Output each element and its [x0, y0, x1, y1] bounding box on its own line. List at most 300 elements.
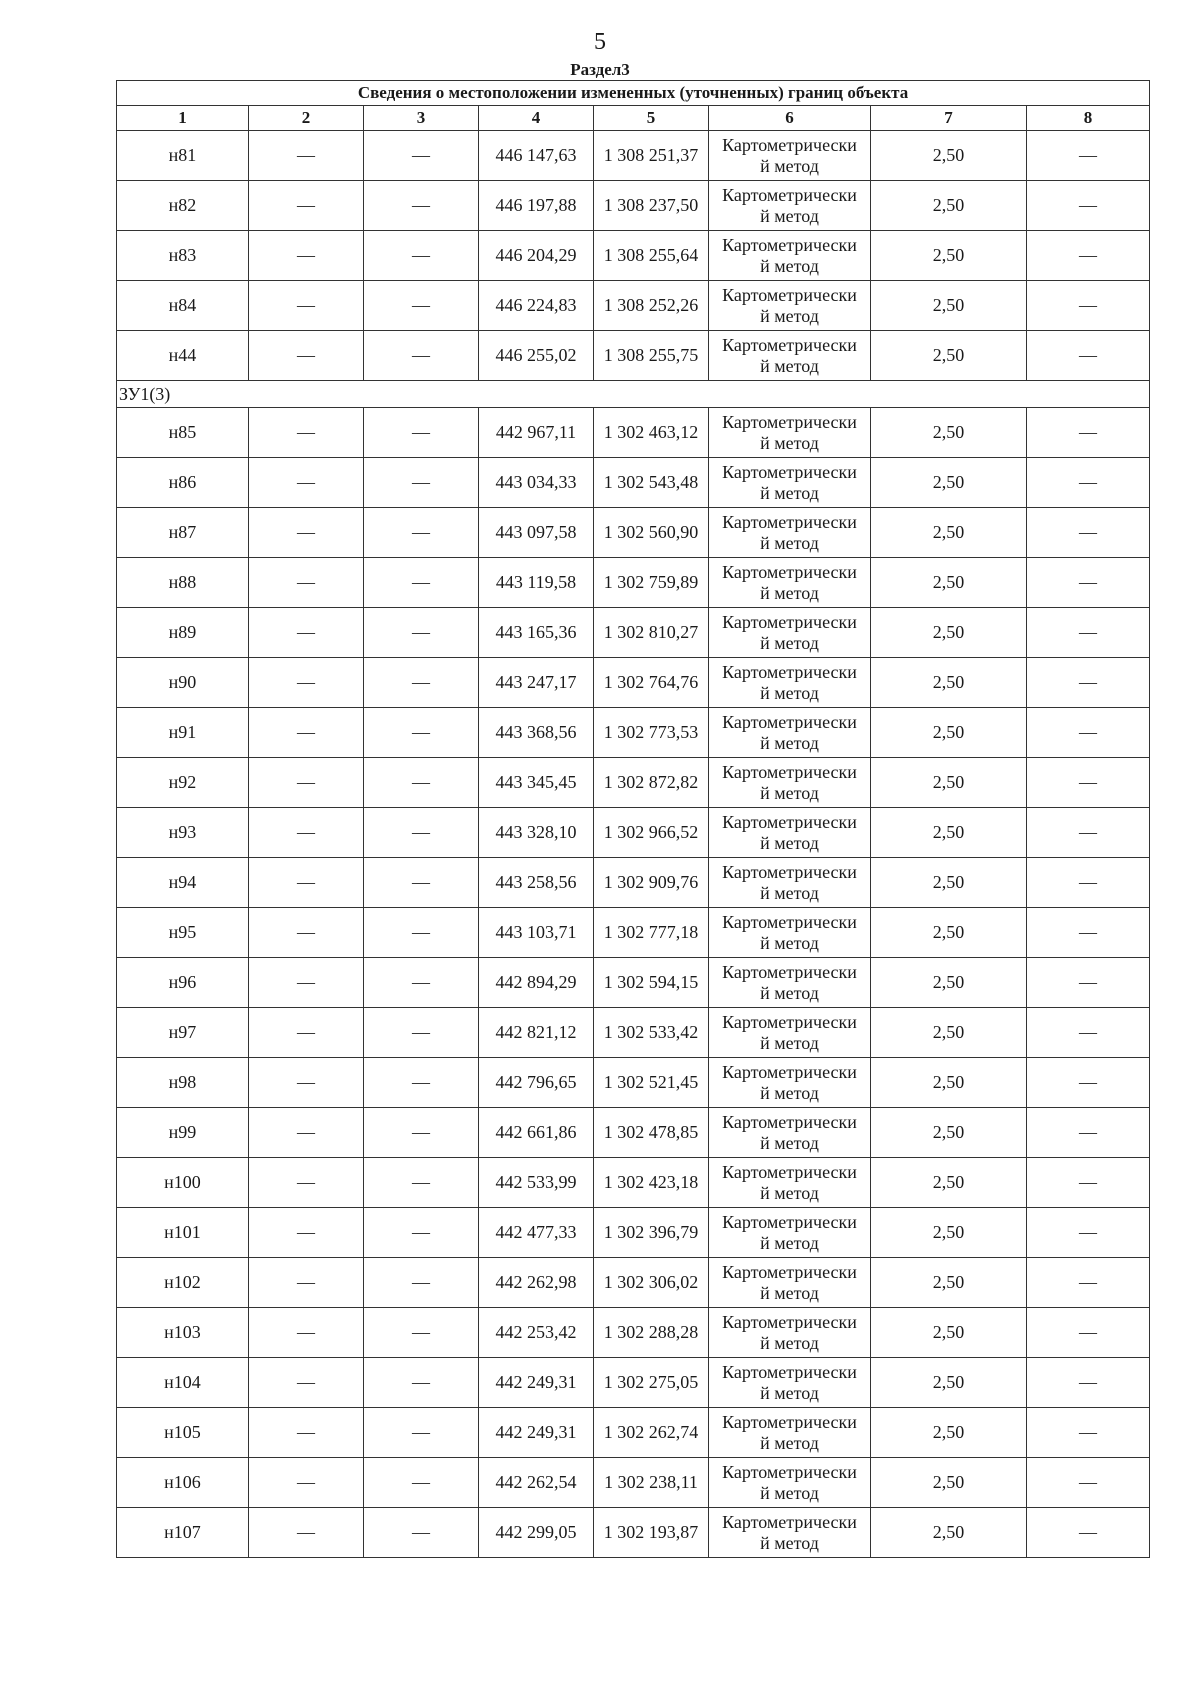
- method-cell: [709, 1508, 871, 1558]
- accuracy-cell: 2,50: [871, 1208, 1027, 1258]
- point-name-cell: н105: [117, 1408, 249, 1458]
- point-name-cell: н95: [117, 908, 249, 958]
- table-row: [117, 1108, 1150, 1158]
- method-cell: [709, 1308, 871, 1358]
- y-coordinate-cell: 1 302 396,79: [594, 1208, 709, 1258]
- empty-x-cell: —: [249, 558, 364, 608]
- table-row: [117, 1408, 1150, 1458]
- point-name-cell: н97: [117, 1008, 249, 1058]
- accuracy-cell: 2,50: [871, 808, 1027, 858]
- accuracy-cell: 2,50: [871, 408, 1027, 458]
- y-coordinate-cell: 1 302 275,05: [594, 1358, 709, 1408]
- x-coordinate-cell: 443 119,58: [479, 558, 594, 608]
- method-line-2: й метод: [760, 832, 819, 853]
- point-name-cell: н81: [117, 131, 249, 181]
- method-line-2: й метод: [760, 1032, 819, 1053]
- point-name-cell: н92: [117, 758, 249, 808]
- table-row: [117, 1308, 1150, 1358]
- table-caption-row: [117, 81, 1150, 106]
- point-name-cell: н91: [117, 708, 249, 758]
- empty-y-cell: —: [364, 608, 479, 658]
- y-coordinate-cell: 1 302 288,28: [594, 1308, 709, 1358]
- empty-x-cell: —: [249, 858, 364, 908]
- empty-y-cell: —: [364, 1358, 479, 1408]
- method-line-2: й метод: [760, 582, 819, 603]
- point-name-cell: н106: [117, 1458, 249, 1508]
- accuracy-cell: 2,50: [871, 558, 1027, 608]
- accuracy-cell: 2,50: [871, 758, 1027, 808]
- method-line-2: й метод: [760, 1132, 819, 1153]
- accuracy-cell: 2,50: [871, 858, 1027, 908]
- accuracy-cell: 2,50: [871, 1508, 1027, 1558]
- method-cell: [709, 508, 871, 558]
- method-cell: [709, 758, 871, 808]
- empty-description-cell: —: [1027, 1458, 1150, 1508]
- y-coordinate-cell: 1 302 777,18: [594, 908, 709, 958]
- x-coordinate-cell: 442 821,12: [479, 1008, 594, 1058]
- empty-y-cell: —: [364, 1458, 479, 1508]
- column-header: 6: [709, 106, 871, 131]
- x-coordinate-cell: 443 103,71: [479, 908, 594, 958]
- accuracy-cell: 2,50: [871, 1108, 1027, 1158]
- method-line-2: й метод: [760, 1182, 819, 1203]
- x-coordinate-cell: 442 262,98: [479, 1258, 594, 1308]
- method-cell: [709, 1108, 871, 1158]
- y-coordinate-cell: 1 302 521,45: [594, 1058, 709, 1108]
- method-line-2: й метод: [760, 155, 819, 176]
- column-header: 8: [1027, 106, 1150, 131]
- empty-x-cell: —: [249, 1008, 364, 1058]
- empty-description-cell: —: [1027, 1358, 1150, 1408]
- method-line-1: Картометрически: [722, 134, 857, 155]
- empty-y-cell: —: [364, 331, 479, 381]
- method-cell: [709, 1258, 871, 1308]
- point-name-cell: н83: [117, 231, 249, 281]
- empty-description-cell: —: [1027, 658, 1150, 708]
- empty-y-cell: —: [364, 131, 479, 181]
- method-line-2: й метод: [760, 1332, 819, 1353]
- empty-x-cell: —: [249, 181, 364, 231]
- table-row: [117, 958, 1150, 1008]
- method-line-1: Картометрически: [722, 1061, 857, 1082]
- table-row: [117, 1058, 1150, 1108]
- table-row: [117, 608, 1150, 658]
- method-line-2: й метод: [760, 732, 819, 753]
- point-name-cell: н90: [117, 658, 249, 708]
- method-line-1: Картометрически: [722, 1311, 857, 1332]
- y-coordinate-cell: 1 302 966,52: [594, 808, 709, 858]
- column-header: 7: [871, 106, 1027, 131]
- y-coordinate-cell: 1 302 543,48: [594, 458, 709, 508]
- x-coordinate-cell: 442 249,31: [479, 1408, 594, 1458]
- y-coordinate-cell: 1 302 463,12: [594, 408, 709, 458]
- table-row: [117, 1358, 1150, 1408]
- x-coordinate-cell: 442 262,54: [479, 1458, 594, 1508]
- empty-description-cell: —: [1027, 758, 1150, 808]
- method-line-1: Картометрически: [722, 234, 857, 255]
- x-coordinate-cell: 442 533,99: [479, 1158, 594, 1208]
- empty-x-cell: —: [249, 908, 364, 958]
- x-coordinate-cell: 442 249,31: [479, 1358, 594, 1408]
- table-row: [117, 331, 1150, 381]
- empty-x-cell: —: [249, 281, 364, 331]
- empty-description-cell: —: [1027, 1408, 1150, 1458]
- method-cell: [709, 608, 871, 658]
- method-cell: [709, 458, 871, 508]
- y-coordinate-cell: 1 302 810,27: [594, 608, 709, 658]
- column-header-row: [117, 106, 1150, 131]
- empty-description-cell: —: [1027, 458, 1150, 508]
- table-body: [117, 131, 1150, 1558]
- method-line-2: й метод: [760, 1232, 819, 1253]
- accuracy-cell: 2,50: [871, 1258, 1027, 1308]
- method-line-1: Картометрически: [722, 611, 857, 632]
- method-line-2: й метод: [760, 1382, 819, 1403]
- table-row: [117, 458, 1150, 508]
- x-coordinate-cell: 443 345,45: [479, 758, 594, 808]
- table-caption: Сведения о местоположении измененных (уточненных) границ объекта: [117, 81, 1150, 106]
- method-cell: [709, 1408, 871, 1458]
- accuracy-cell: 2,50: [871, 608, 1027, 658]
- empty-x-cell: —: [249, 508, 364, 558]
- empty-x-cell: —: [249, 408, 364, 458]
- method-line-2: й метод: [760, 432, 819, 453]
- empty-y-cell: —: [364, 458, 479, 508]
- method-line-1: Картометрически: [722, 1161, 857, 1182]
- empty-description-cell: —: [1027, 1108, 1150, 1158]
- x-coordinate-cell: 442 967,11: [479, 408, 594, 458]
- column-header: 1: [117, 106, 249, 131]
- method-line-2: й метод: [760, 1282, 819, 1303]
- x-coordinate-cell: 446 204,29: [479, 231, 594, 281]
- method-cell: [709, 181, 871, 231]
- method-line-1: Картометрически: [722, 1411, 857, 1432]
- empty-x-cell: —: [249, 958, 364, 1008]
- method-line-2: й метод: [760, 482, 819, 503]
- point-name-cell: н100: [117, 1158, 249, 1208]
- empty-y-cell: —: [364, 1308, 479, 1358]
- empty-y-cell: —: [364, 408, 479, 458]
- method-cell: [709, 808, 871, 858]
- x-coordinate-cell: 446 255,02: [479, 331, 594, 381]
- empty-description-cell: —: [1027, 708, 1150, 758]
- column-header: 5: [594, 106, 709, 131]
- x-coordinate-cell: 442 253,42: [479, 1308, 594, 1358]
- point-name-cell: н101: [117, 1208, 249, 1258]
- x-coordinate-cell: 442 299,05: [479, 1508, 594, 1558]
- table-row: [117, 1208, 1150, 1258]
- method-cell: [709, 708, 871, 758]
- method-line-2: й метод: [760, 355, 819, 376]
- y-coordinate-cell: 1 302 423,18: [594, 1158, 709, 1208]
- empty-y-cell: —: [364, 558, 479, 608]
- empty-y-cell: —: [364, 958, 479, 1008]
- point-name-cell: н94: [117, 858, 249, 908]
- empty-y-cell: —: [364, 708, 479, 758]
- x-coordinate-cell: 443 368,56: [479, 708, 594, 758]
- empty-x-cell: —: [249, 458, 364, 508]
- empty-y-cell: —: [364, 1508, 479, 1558]
- table-row: [117, 231, 1150, 281]
- point-name-cell: н104: [117, 1358, 249, 1408]
- table-row: [117, 181, 1150, 231]
- empty-y-cell: —: [364, 1108, 479, 1158]
- table-row: [117, 708, 1150, 758]
- point-name-cell: н85: [117, 408, 249, 458]
- empty-x-cell: —: [249, 1108, 364, 1158]
- method-line-2: й метод: [760, 682, 819, 703]
- method-cell: [709, 131, 871, 181]
- group-row: [117, 381, 1150, 408]
- accuracy-cell: 2,50: [871, 131, 1027, 181]
- accuracy-cell: 2,50: [871, 1158, 1027, 1208]
- accuracy-cell: 2,50: [871, 1058, 1027, 1108]
- point-name-cell: н103: [117, 1308, 249, 1358]
- y-coordinate-cell: 1 302 560,90: [594, 508, 709, 558]
- empty-x-cell: —: [249, 658, 364, 708]
- y-coordinate-cell: 1 308 237,50: [594, 181, 709, 231]
- x-coordinate-cell: 443 258,56: [479, 858, 594, 908]
- table-row: [117, 808, 1150, 858]
- y-coordinate-cell: 1 302 262,74: [594, 1408, 709, 1458]
- table-row: [117, 908, 1150, 958]
- accuracy-cell: 2,50: [871, 658, 1027, 708]
- empty-x-cell: —: [249, 608, 364, 658]
- x-coordinate-cell: 442 894,29: [479, 958, 594, 1008]
- empty-y-cell: —: [364, 281, 479, 331]
- empty-x-cell: —: [249, 708, 364, 758]
- point-name-cell: н98: [117, 1058, 249, 1108]
- point-name-cell: н93: [117, 808, 249, 858]
- empty-x-cell: —: [249, 1158, 364, 1208]
- method-line-1: Картометрически: [722, 1011, 857, 1032]
- empty-description-cell: —: [1027, 1508, 1150, 1558]
- accuracy-cell: 2,50: [871, 1308, 1027, 1358]
- table-row: [117, 1008, 1150, 1058]
- x-coordinate-cell: 443 097,58: [479, 508, 594, 558]
- accuracy-cell: 2,50: [871, 281, 1027, 331]
- accuracy-cell: 2,50: [871, 508, 1027, 558]
- accuracy-cell: 2,50: [871, 958, 1027, 1008]
- y-coordinate-cell: 1 302 759,89: [594, 558, 709, 608]
- method-line-2: й метод: [760, 882, 819, 903]
- method-cell: [709, 331, 871, 381]
- method-line-1: Картометрически: [722, 911, 857, 932]
- empty-y-cell: —: [364, 1258, 479, 1308]
- empty-y-cell: —: [364, 908, 479, 958]
- accuracy-cell: 2,50: [871, 458, 1027, 508]
- empty-x-cell: —: [249, 808, 364, 858]
- x-coordinate-cell: 443 328,10: [479, 808, 594, 858]
- empty-x-cell: —: [249, 1408, 364, 1458]
- empty-description-cell: —: [1027, 958, 1150, 1008]
- accuracy-cell: 2,50: [871, 1408, 1027, 1458]
- method-line-1: Картометрически: [722, 334, 857, 355]
- point-name-cell: н86: [117, 458, 249, 508]
- method-line-1: Картометрически: [722, 184, 857, 205]
- method-cell: [709, 1358, 871, 1408]
- y-coordinate-cell: 1 308 255,75: [594, 331, 709, 381]
- empty-x-cell: —: [249, 1058, 364, 1108]
- accuracy-cell: 2,50: [871, 908, 1027, 958]
- y-coordinate-cell: 1 302 478,85: [594, 1108, 709, 1158]
- y-coordinate-cell: 1 302 238,11: [594, 1458, 709, 1508]
- method-line-2: й метод: [760, 305, 819, 326]
- table-row: [117, 408, 1150, 458]
- empty-x-cell: —: [249, 1208, 364, 1258]
- empty-x-cell: —: [249, 1508, 364, 1558]
- point-name-cell: н82: [117, 181, 249, 231]
- column-header: 3: [364, 106, 479, 131]
- accuracy-cell: 2,50: [871, 708, 1027, 758]
- page-number: 5: [594, 29, 606, 55]
- table-row: [117, 858, 1150, 908]
- empty-description-cell: —: [1027, 181, 1150, 231]
- point-name-cell: н102: [117, 1258, 249, 1308]
- x-coordinate-cell: 442 661,86: [479, 1108, 594, 1158]
- empty-description-cell: —: [1027, 908, 1150, 958]
- method-cell: [709, 281, 871, 331]
- table-row: [117, 558, 1150, 608]
- y-coordinate-cell: 1 302 306,02: [594, 1258, 709, 1308]
- empty-description-cell: —: [1027, 1308, 1150, 1358]
- empty-description-cell: —: [1027, 858, 1150, 908]
- y-coordinate-cell: 1 302 764,76: [594, 658, 709, 708]
- method-line-2: й метод: [760, 632, 819, 653]
- empty-y-cell: —: [364, 858, 479, 908]
- method-line-2: й метод: [760, 532, 819, 553]
- method-cell: [709, 858, 871, 908]
- table-row: [117, 1458, 1150, 1508]
- point-name-cell: н88: [117, 558, 249, 608]
- method-line-1: Картометрически: [722, 761, 857, 782]
- empty-x-cell: —: [249, 758, 364, 808]
- empty-description-cell: —: [1027, 558, 1150, 608]
- method-line-2: й метод: [760, 782, 819, 803]
- section-title: Раздел3: [570, 60, 630, 79]
- method-line-1: Картометрически: [722, 961, 857, 982]
- empty-description-cell: —: [1027, 408, 1150, 458]
- y-coordinate-cell: 1 302 533,42: [594, 1008, 709, 1058]
- empty-y-cell: —: [364, 1058, 479, 1108]
- method-cell: [709, 1208, 871, 1258]
- method-line-2: й метод: [760, 1532, 819, 1553]
- empty-description-cell: —: [1027, 281, 1150, 331]
- method-cell: [709, 1458, 871, 1508]
- method-cell: [709, 1008, 871, 1058]
- table-row: [117, 281, 1150, 331]
- method-cell: [709, 958, 871, 1008]
- method-line-1: Картометрически: [722, 1461, 857, 1482]
- method-cell: [709, 1058, 871, 1108]
- method-line-1: Картометрически: [722, 511, 857, 532]
- method-line-2: й метод: [760, 1482, 819, 1503]
- x-coordinate-cell: 446 197,88: [479, 181, 594, 231]
- table-row: [117, 1158, 1150, 1208]
- empty-description-cell: —: [1027, 1058, 1150, 1108]
- x-coordinate-cell: 442 477,33: [479, 1208, 594, 1258]
- method-line-1: Картометрически: [722, 1211, 857, 1232]
- accuracy-cell: 2,50: [871, 231, 1027, 281]
- method-line-2: й метод: [760, 1082, 819, 1103]
- method-line-1: Картометрически: [722, 1111, 857, 1132]
- x-coordinate-cell: 443 165,36: [479, 608, 594, 658]
- method-line-1: Картометрически: [722, 284, 857, 305]
- empty-y-cell: —: [364, 758, 479, 808]
- accuracy-cell: 2,50: [871, 1358, 1027, 1408]
- x-coordinate-cell: 442 796,65: [479, 1058, 594, 1108]
- method-line-2: й метод: [760, 982, 819, 1003]
- method-line-1: Картометрически: [722, 711, 857, 732]
- x-coordinate-cell: 443 034,33: [479, 458, 594, 508]
- accuracy-cell: 2,50: [871, 1458, 1027, 1508]
- method-line-2: й метод: [760, 205, 819, 226]
- method-line-1: Картометрически: [722, 661, 857, 682]
- point-name-cell: н89: [117, 608, 249, 658]
- method-line-1: Картометрически: [722, 411, 857, 432]
- empty-y-cell: —: [364, 1408, 479, 1458]
- group-label: ЗУ1(3): [117, 381, 1150, 408]
- table-row: [117, 758, 1150, 808]
- y-coordinate-cell: 1 302 773,53: [594, 708, 709, 758]
- accuracy-cell: 2,50: [871, 181, 1027, 231]
- x-coordinate-cell: 443 247,17: [479, 658, 594, 708]
- y-coordinate-cell: 1 308 252,26: [594, 281, 709, 331]
- method-cell: [709, 908, 871, 958]
- empty-y-cell: —: [364, 1158, 479, 1208]
- point-name-cell: н87: [117, 508, 249, 558]
- method-line-1: Картометрически: [722, 1511, 857, 1532]
- table-row: [117, 1508, 1150, 1558]
- empty-description-cell: —: [1027, 608, 1150, 658]
- method-line-2: й метод: [760, 1432, 819, 1453]
- method-line-2: й метод: [760, 932, 819, 953]
- empty-x-cell: —: [249, 131, 364, 181]
- accuracy-cell: 2,50: [871, 1008, 1027, 1058]
- method-line-1: Картометрически: [722, 1361, 857, 1382]
- point-name-cell: н84: [117, 281, 249, 331]
- table-row: [117, 131, 1150, 181]
- empty-description-cell: —: [1027, 808, 1150, 858]
- empty-y-cell: —: [364, 231, 479, 281]
- empty-y-cell: —: [364, 1208, 479, 1258]
- method-line-1: Картометрически: [722, 461, 857, 482]
- x-coordinate-cell: 446 224,83: [479, 281, 594, 331]
- empty-x-cell: —: [249, 231, 364, 281]
- table-row: [117, 508, 1150, 558]
- point-name-cell: н44: [117, 331, 249, 381]
- column-header: 2: [249, 106, 364, 131]
- column-header: 4: [479, 106, 594, 131]
- accuracy-cell: 2,50: [871, 331, 1027, 381]
- table-row: [117, 1258, 1150, 1308]
- method-line-1: Картометрически: [722, 561, 857, 582]
- method-line-1: Картометрически: [722, 811, 857, 832]
- coordinates-table: [116, 80, 1150, 1558]
- y-coordinate-cell: 1 302 193,87: [594, 1508, 709, 1558]
- empty-x-cell: —: [249, 1308, 364, 1358]
- empty-description-cell: —: [1027, 1258, 1150, 1308]
- method-line-1: Картометрически: [722, 861, 857, 882]
- method-cell: [709, 558, 871, 608]
- method-line-1: Картометрически: [722, 1261, 857, 1282]
- empty-description-cell: —: [1027, 508, 1150, 558]
- empty-x-cell: —: [249, 1358, 364, 1408]
- empty-y-cell: —: [364, 658, 479, 708]
- table-row: [117, 658, 1150, 708]
- empty-description-cell: —: [1027, 1008, 1150, 1058]
- empty-description-cell: —: [1027, 231, 1150, 281]
